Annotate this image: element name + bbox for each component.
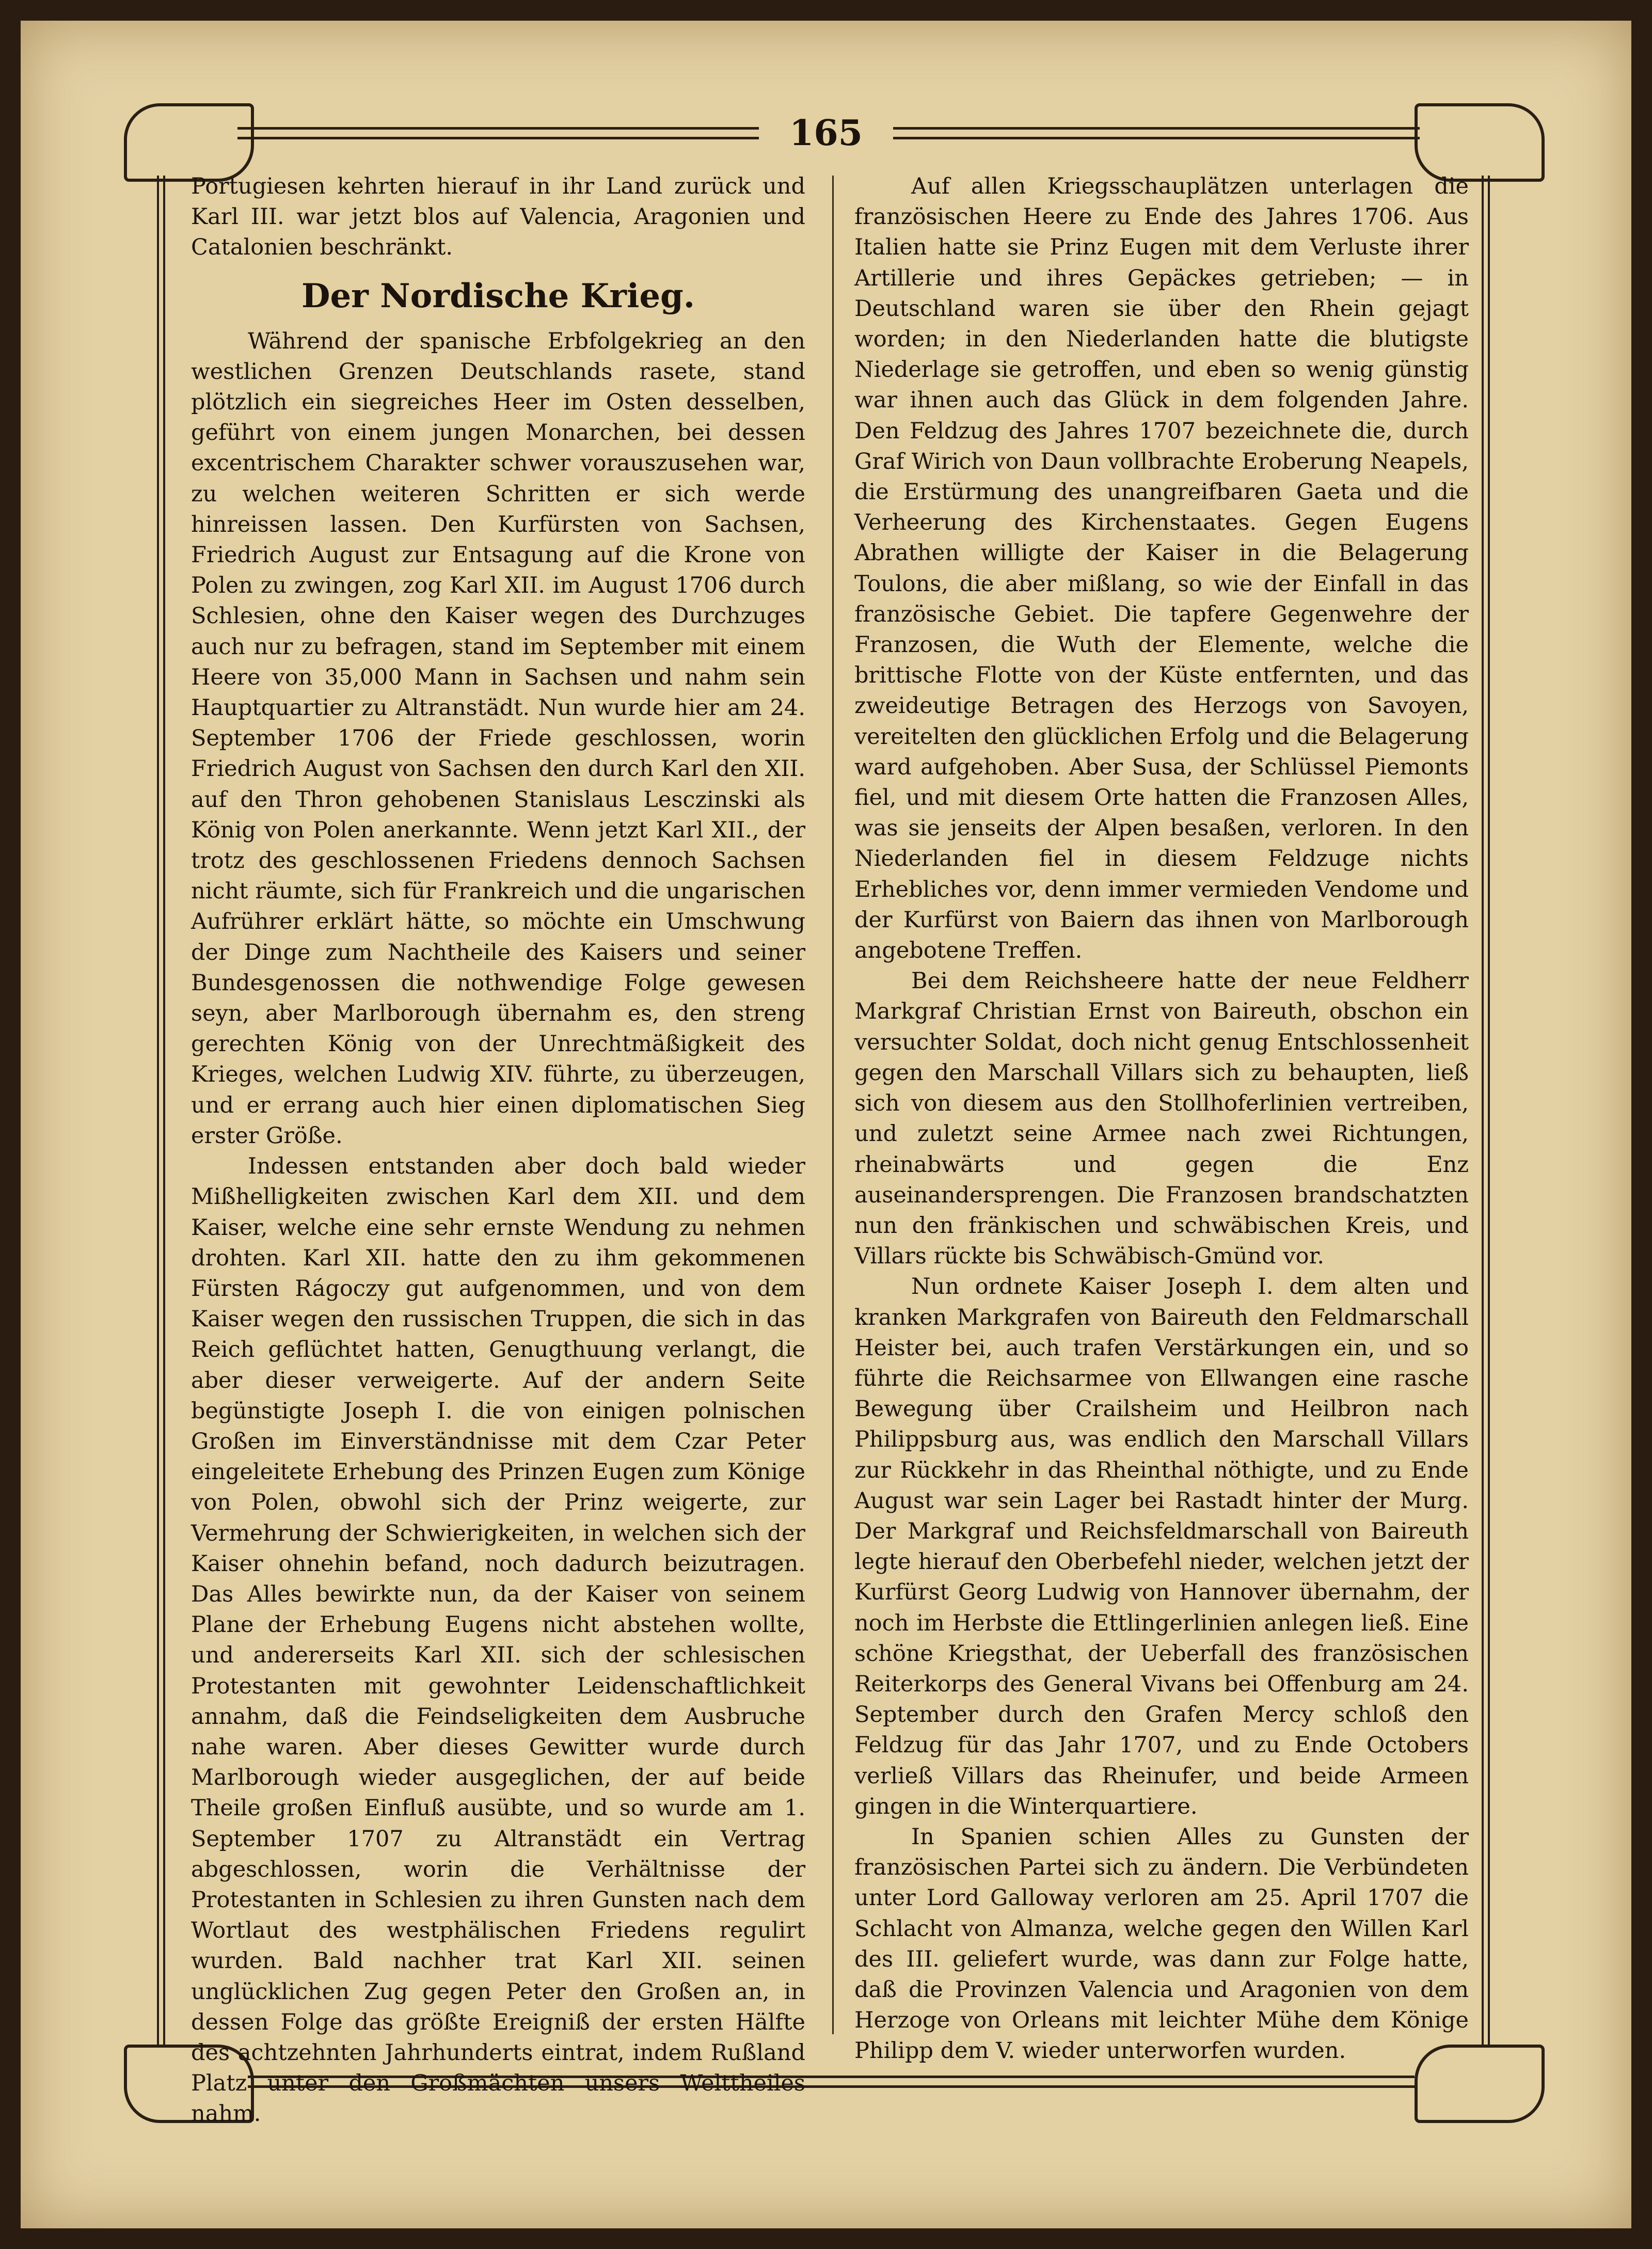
paragraph: Auf allen Kriegsschauplätzen unterlagen die französischen Heere zu Ende des Jahres 1706. Aus Italien hatte sie Prinz Eugen mit dem Verluste ihrer Artillerie und ihres Gepäckes getrieben; — in Deutschland waren sie über den Rhein gejagt worden; in den Niederlanden hatte die blutigste Niederlage sie getroffen, und eben so wenig günstig war ihnen auch das Glück in dem folgenden Jahre. Den Feldzug des Jahres 1707 bezeichnete die, durch Graf Wirich von Daun vollbrachte Eroberung Neapels, die Erstürmung des unangreifbaren Gaeta und die Verheerung des Kirchenstaates. Gegen Eugens Abrathen willigte der Kaiser in die Belagerung Toulons, die aber mißlang, so wie der Einfall in das französische Gebiet. Die tapfere Gegenwehre der Franzosen, die Wuth der Elemente, welche die brittische Flotte von der Küste entfernten, und das zweideutige Betragen des Herzogs von Savoyen, vereitelten den glücklichen Erfolg und die Belagerung ward aufgehoben. Aber Susa, der Schlüssel Piemonts fiel, und mit diesem Orte hatten die Franzosen Alles, was sie jenseits der Alpen besaßen, verloren. In den Niederlanden fiel in diesem Feldzuge nichts Erhebliches vor, denn immer vermieden Vendome und der Kurfürst von Baiern das ihnen von Marlborough angebotene Treffen. [854, 173, 1469, 964]
right-column [854, 171, 1469, 2067]
column-divider [832, 176, 834, 2034]
header-rule-left [237, 127, 759, 139]
border-line-right [1482, 176, 1490, 2045]
paragraph: Bei dem Reichsheere hatte der neue Feldherr Markgraf Christian Ernst von Baireuth, obschon ein versuchter Soldat, doch nicht genug Entschlossenheit gegen den Marschall Villars sich zu behaupten, ließ sich von diesem aus den Stollhoferlinien vertreiben, und zuletzt seine Armee nach zwei Richtungen, rheinabwärts und gegen die Enz auseinandersprengen. Die Franzosen brandschatzten nun den fränkischen und schwäbischen Kreis, und Villars rückte bis Schwäbisch-Gmünd vor. [854, 968, 1469, 1270]
paragraph: In Spanien schien Alles zu Gunsten der französischen Partei sich zu ändern. Die Verbündeten unter Lord Galloway verloren am 25. April 1707 die Schlacht von Almanza, welche gegen den Willen Karl des III. geliefert wurde, was dann zur Folge hatte, daß die Provinzen Valencia und Aragonien von dem Herzoge von Orleans mit leichter Mühe dem Könige Philipp dem V. wieder unterworfen wurden. [854, 1824, 1469, 2064]
page-number: 165 [789, 113, 863, 154]
ornament-top-right [1415, 103, 1545, 182]
paragraph: Während der spanische Erbfolgekrieg an den westlichen Grenzen Deutschlands rasete, stand plötzlich ein siegreiches Heer im Osten desselben, geführt von einem jungen Monarchen, bei dessen excentrischem Charakter schwer vorauszusehen war, zu welchen weiteren Schritten er sich werde hinreissen lassen. Den Kurfürsten von Sachsen, Friedrich August zur Entsagung auf die Krone von Polen zu zwingen, zog Karl XII. im August 1706 durch Schlesien, ohne den Kaiser wegen des Durchzuges auch nur zu befragen, stand im September mit einem Heere von 35,000 Mann in Sachsen und nahm sein Hauptquartier zu Altranstädt. Nun wurde hier am 24. September 1706 der Friede geschlossen, worin Friedrich August von Sachsen den durch Karl den XII. auf den Thron gehobenen Stanislaus Lesczinski als König von Polen anerkannte. Wenn jetzt Karl XII., der trotz des geschlossenen Friedens dennoch Sachsen nicht räumte, sich für Frankreich und die ungarischen Aufrührer erklärt hätte, so möchte ein Umschwung der Dinge zum Nachtheile des Kaisers und seiner Bundesgenossen die nothwendige Folge gewesen seyn, aber Marlborough übernahm es, den streng gerechten König von der Unrechtmäßigkeit des Krieges, welchen Ludwig XIV. führte, zu überzeugen, und er errang auch hier einen diplomatischen Sieg erster Größe. [191, 328, 805, 1149]
border-line-left [157, 176, 165, 2045]
ornament-top-left [124, 103, 254, 182]
paragraph: Nun ordnete Kaiser Joseph I. dem alten und kranken Markgrafen von Baireuth den Feldmarschall Heister bei, auch trafen Verstärkungen ein, und so führte die Reichsarmee von Ellwangen eine rasche Bewegung über Crailsheim und Heilbron nach Philippsburg aus, was endlich den Marschall Villars zur Rückkehr in das Rheinthal nöthigte, und zu Ende August war sein Lager bei Rastadt hinter der Murg. Der Markgraf und Reichsfeldmarschall von Baireuth legte hierauf den Oberbefehl nieder, welchen jetzt der Kurfürst Georg Ludwig von Hannover übernahm, der noch im Herbste die Ettlingerlinien anlegen ließ. Eine schöne Kriegsthat, der Ueberfall des französischen Reiterkorps des General Vivans bei Offenburg am 24. September durch den Grafen Mercy schloß den Feldzug für das Jahr 1707, und zu Ende Octobers verließ Villars das Rheinufer, und beide Armeen gingen in die Winterquartiere. [854, 1274, 1469, 1819]
book-page [21, 21, 1631, 2228]
header-rule-right [893, 127, 1420, 139]
section-heading: Der Nordische Krieg. [301, 276, 695, 315]
lead-paragraph: Portugiesen kehrten hierauf in ihr Land zurück und Karl III. war jetzt blos auf Valencia, Aragonien und Catalonien beschränkt. [191, 173, 805, 261]
left-column [191, 171, 805, 2130]
paragraph: Indessen entstanden aber doch bald wieder Mißhelligkeiten zwischen Karl dem XII. und dem Kaiser, welche eine sehr ernste Wendung zu nehmen drohten. Karl XII. hatte den zu ihm gekommenen Fürsten Rágoczy gut aufgenommen, und von dem Kaiser wegen den russischen Truppen, die sich in das Reich geflüchtet hatten, Genugthuung verlangt, die aber dieser verweigerte. Auf der andern Seite begünstigte Joseph I. die von einigen polnischen Großen im Einverständnisse mit dem Czar Peter eingeleitete Erhebung des Prinzen Eugen zum Könige von Polen, obwohl sich der Prinz weigerte, zur Vermehrung der Schwierigkeiten, in welchen sich der Kaiser ohnehin befand, noch dadurch beizutragen. Das Alles bewirkte nun, da der Kaiser von seinem Plane der Erhebung Eugens nicht abstehen wollte, und andererseits Karl XII. sich der schlesischen Protestanten mit gewohnter Leidenschaftlichkeit annahm, daß die Feindseligkeiten dem Ausbruche nahe waren. Aber dieses Gewitter wurde durch Marlborough wieder ausgeglichen, der auf beide Theile großen Einfluß ausübte, und so wurde am 1. September 1707 zu Altranstädt ein Vertrag abgeschlossen, worin die Verhältnisse der Protestanten in Schlesien zu ihren Gunsten nach dem Wortlaut des westphälischen Friedens regulirt wurden. Bald nachher trat Karl XII. seinen unglücklichen Zug gegen Peter den Großen an, in dessen Folge das größte Ereigniß der ersten Hälfte des achtzehnten Jahrhunderts eintrat, indem Rußland Platz unter den Großmächten unsers Welttheiles nahm. [191, 1153, 805, 2127]
